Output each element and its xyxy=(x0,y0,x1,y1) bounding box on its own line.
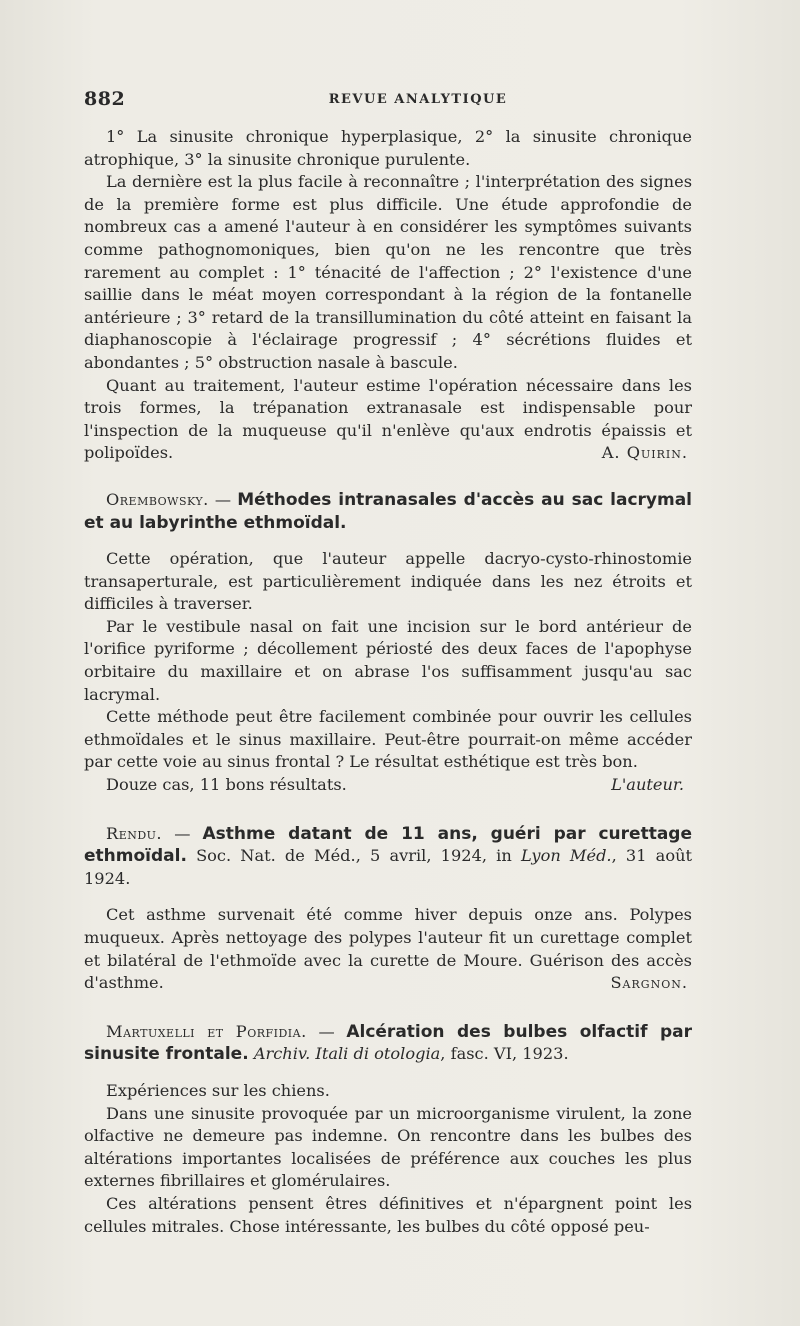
journal-name: Archiv. Itali di otologia xyxy=(253,1044,441,1064)
journal-name: Lyon Méd. xyxy=(520,846,612,866)
entry-reference-end: , fasc. VI, 1923. xyxy=(440,1044,569,1064)
paragraph: La dernière est la plus facile à reconnaître ; l'interprétation des signes de la première forme est plus difficile. Une étude approfondie de nombreux cas a amené l'auteur à en considérer les symptômes suivants comme pathognomoniques, bien qu'on ne les rencontre que très rarement au complet : 1° ténacité de l'affection ; 2° l'existence d'une saillie dans le méat moyen correspondant à la région de la fontanelle antérieure ; 3° retard de la transillumination du côté atteint en faisant la diaphanoscopie à l'éclairage progressif ; 4° sécrétions fluides et abondantes ; 5° obstruction nasale à bascule. xyxy=(84,172,692,372)
entry-title: Alcération des bulbes olfactif par sinusite frontale. xyxy=(84,1021,692,1065)
entry-heading xyxy=(84,489,692,534)
paragraph: Par le vestibule nasal on fait une incision sur le bord antérieur de l'orifice pyriforme ; décollement périosté des deux faces de l'apophyse orbitaire du maxillaire et on abrase l'os suffisamment jusqu'au sac lacrymal. xyxy=(84,616,692,704)
page-number: 882 xyxy=(84,88,126,110)
entry-title: Méthodes intranasales d'accès au sac lacrymal et au labyrinthe ethmoïdal. xyxy=(84,489,692,533)
paragraph-text: Douze cas, 11 bons résultats. xyxy=(106,775,347,795)
reviewer-signature: Sargnon. xyxy=(610,973,688,993)
entry-reference: Soc. Nat. de Méd., 5 avril, 1924, in xyxy=(186,846,521,866)
reviewer-signature: L'auteur. xyxy=(611,775,684,795)
paragraph: Cette méthode peut être facilement combinée pour ouvrir les cellules ethmoïdales et le sinus maxillaire. Peut-être pourrait-on même accéder par cette voie au sinus frontal ? Le résultat esthétique est très bon. xyxy=(84,707,692,772)
entry-reference-end: , 31 août 1924. xyxy=(84,846,692,888)
paragraph: Expériences sur les chiens. xyxy=(106,1080,330,1100)
paragraph: Ces altérations pensent êtres définitives et n'épargnent point les cellules mitrales. Chose intéressante, les bulbes du côté opposé peu- xyxy=(84,1193,692,1236)
paragraph: Cette opération, que l'auteur appelle dacryo-cysto-rhinostomie transaperturale, est particulièrement indiquée dans les nez étroits et difficiles à traverser. xyxy=(84,549,692,614)
review-entry xyxy=(84,489,692,797)
entry-dash: — xyxy=(306,1021,347,1041)
article-body xyxy=(84,126,692,1238)
running-title: REVUE ANALYTIQUE xyxy=(328,92,508,107)
entry-author: Rendu. xyxy=(106,823,163,843)
entry-title: Asthme datant de 11 ans, guéri par curettage ethmoïdal. xyxy=(84,823,692,867)
paragraph-with-signature xyxy=(84,904,692,994)
paragraph-text: Quant au traitement, l'auteur estime l'opération nécessaire dans les trois formes, la trépanation extranasale est indispensable pour l'inspection de la muqueuse qu'il n'enlève qu'aux endrotis épaissis et polipoïdes. xyxy=(84,375,692,463)
entry-dash: — xyxy=(162,823,203,843)
entry-heading xyxy=(84,1021,692,1066)
review-entry xyxy=(84,1021,692,1238)
paragraph: Dans une sinusite provoquée par un microorganisme virulent, la zone olfactive ne demeure pas indemne. On rencontre dans les bulbes des altérations importantes localisées de préférence aux couches les plus externes fibrillaires et glomérulaires. xyxy=(84,1103,692,1191)
paragraph-text: Cet asthme survenait été comme hiver depuis onze ans. Polypes muqueux. Après nettoyage des polypes l'auteur fit un curettage complet et bilatéral de l'ethmoïde avec la curette de Moure. Guérison des accès d'asthme. xyxy=(84,905,692,993)
entry-author: Martuxelli et Porfidia. xyxy=(106,1021,307,1041)
paragraph: 1° La sinusite chronique hyperplasique, 2° la sinusite chronique atrophique, 3° la sinusite chronique purulente. xyxy=(84,127,692,169)
paragraph-with-signature xyxy=(84,375,692,465)
entry-dash: — xyxy=(208,489,238,509)
review-entry xyxy=(84,823,692,995)
paragraph-with-signature xyxy=(84,774,692,797)
entry-author: Orembowsky. xyxy=(106,489,209,509)
entry-heading xyxy=(84,823,692,891)
reviewer-signature: A. Quirin. xyxy=(601,443,688,463)
page-header xyxy=(84,88,692,112)
